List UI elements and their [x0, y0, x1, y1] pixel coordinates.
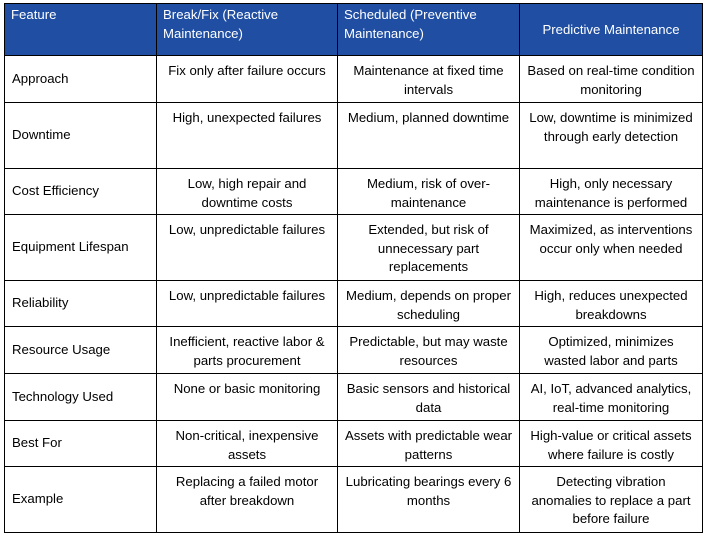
- cell-predictive: Optimized, minimizes wasted labor and parts: [520, 327, 703, 374]
- table-row: [5, 215, 703, 281]
- table-row: [5, 56, 703, 103]
- cell-scheduled: Predictable, but may waste resources: [338, 327, 520, 374]
- cell-scheduled: Medium, depends on proper scheduling: [338, 281, 520, 327]
- cell-reactive: Fix only after failure occurs: [157, 56, 338, 103]
- table-row: [5, 374, 703, 421]
- row-feature: Best For: [5, 421, 157, 467]
- cell-scheduled: Lubricating bearings every 6 months: [338, 467, 520, 533]
- row-feature: Resource Usage: [5, 327, 157, 374]
- cell-scheduled: Medium, risk of over-maintenance: [338, 169, 520, 215]
- row-feature: Approach: [5, 56, 157, 103]
- cell-scheduled: Medium, planned downtime: [338, 103, 520, 169]
- header-row: [5, 4, 703, 56]
- cell-scheduled: Maintenance at fixed time intervals: [338, 56, 520, 103]
- header-predictive: Predictive Maintenance: [520, 4, 703, 56]
- cell-predictive: AI, IoT, advanced analytics, real-time monitoring: [520, 374, 703, 421]
- table-row: [5, 169, 703, 215]
- cell-reactive: None or basic monitoring: [157, 374, 338, 421]
- table-row: [5, 327, 703, 374]
- row-feature: Downtime: [5, 103, 157, 169]
- table-row: [5, 467, 703, 533]
- table-row: [5, 281, 703, 327]
- cell-predictive: Detecting vibration anomalies to replace a part before failure: [520, 467, 703, 533]
- cell-scheduled: Extended, but risk of unnecessary part replacements: [338, 215, 520, 281]
- cell-scheduled: Basic sensors and historical data: [338, 374, 520, 421]
- header-scheduled: Scheduled (Preventive Maintenance): [338, 4, 520, 56]
- row-feature: Reliability: [5, 281, 157, 327]
- row-feature: Cost Efficiency: [5, 169, 157, 215]
- cell-predictive: Maximized, as interventions occur only when needed: [520, 215, 703, 281]
- table-row: [5, 103, 703, 169]
- cell-reactive: Inefficient, reactive labor & parts procurement: [157, 327, 338, 374]
- cell-reactive: Non-critical, inexpensive assets: [157, 421, 338, 467]
- row-feature: Technology Used: [5, 374, 157, 421]
- cell-reactive: High, unexpected failures: [157, 103, 338, 169]
- cell-reactive: Low, unpredictable failures: [157, 281, 338, 327]
- cell-predictive: Based on real-time condition monitoring: [520, 56, 703, 103]
- cell-predictive: High, reduces unexpected breakdowns: [520, 281, 703, 327]
- header-reactive: Break/Fix (Reactive Maintenance): [157, 4, 338, 56]
- cell-reactive: Low, high repair and downtime costs: [157, 169, 338, 215]
- cell-scheduled: Assets with predictable wear patterns: [338, 421, 520, 467]
- cell-reactive: Low, unpredictable failures: [157, 215, 338, 281]
- header-feature: Feature: [5, 4, 157, 56]
- cell-predictive: Low, downtime is minimized through early detection: [520, 103, 703, 169]
- cell-predictive: High, only necessary maintenance is performed: [520, 169, 703, 215]
- table-row: [5, 421, 703, 467]
- row-feature: Example: [5, 467, 157, 533]
- cell-predictive: High-value or critical assets where failure is costly: [520, 421, 703, 467]
- cell-reactive: Replacing a failed motor after breakdown: [157, 467, 338, 533]
- row-feature: Equipment Lifespan: [5, 215, 157, 281]
- maintenance-comparison-table: [4, 3, 703, 533]
